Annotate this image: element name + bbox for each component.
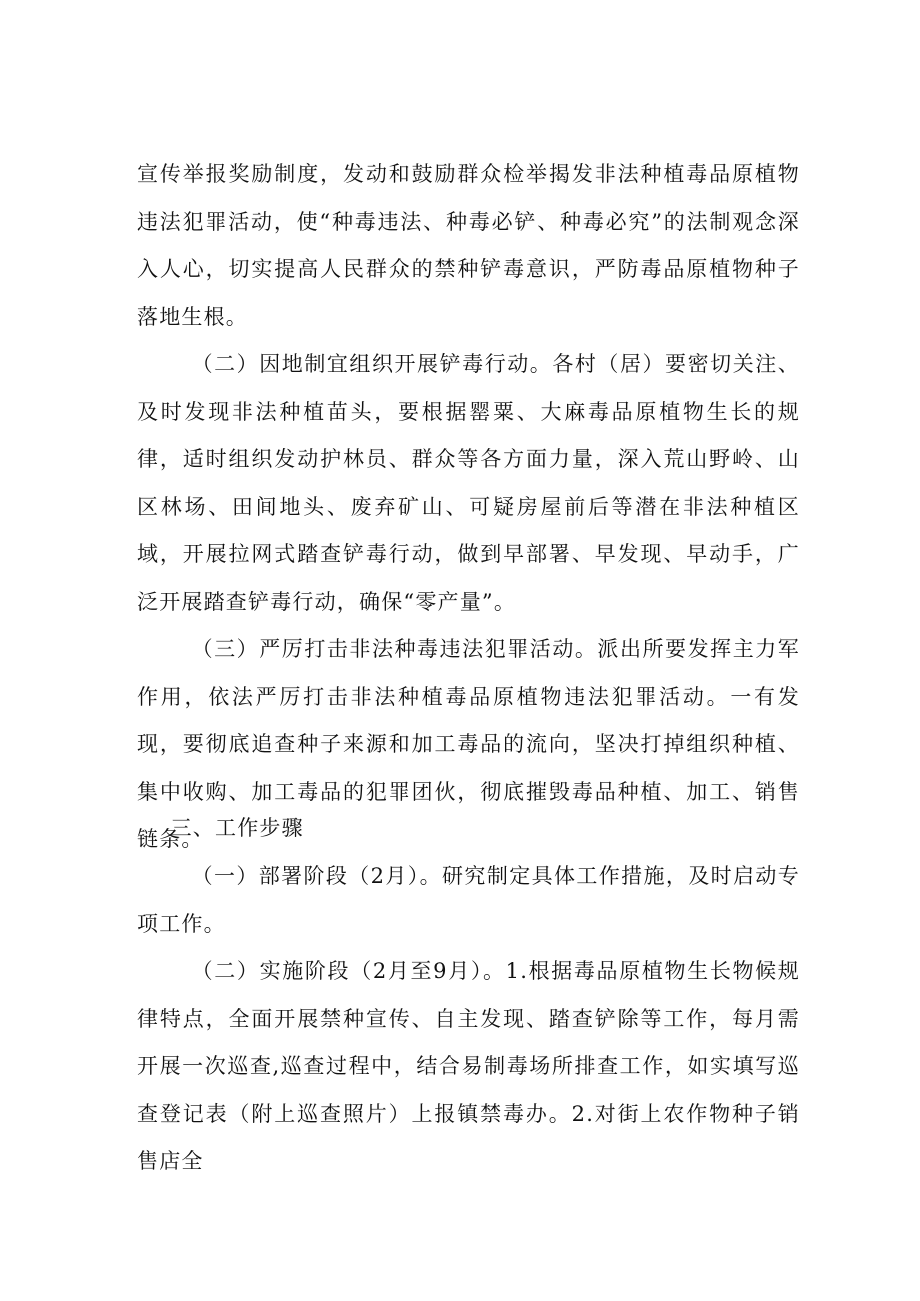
paragraph-eradication-action: （二）因地制宜组织开展铲毒行动。各村（居）要密切关注、及时发现非法种植苗头，要根据罂粟、大麻毒品原植物生长的规律，适时组织发动护林员、群众等各方面力量，深入荒山野岭、山区林场、田间地头、废弃矿山、可疑房屋前后等潜在非法种植区域，开展拉网式踏查铲毒行动，做到早部署、早发现、早动手，广泛开展踏查铲毒行动，确保“零产量”。 [137, 352, 800, 614]
paragraph-implementation-stage: （二）实施阶段（2月至9月）。1.根据毒品原植物生长物候规律特点，全面开展禁种宣传、自主发现、踏查铲除等工作，每月需开展一次巡查,巡查过程中，结合易制毒场所排查工作，如实填写巡查登记表（附上巡查照片）上报镇禁毒办。2.对街上农作物种子销售店全 [137, 959, 800, 1173]
paragraph-deployment-stage: （一）部署阶段（2月）。研究制定具体工作措施，及时启动专项工作。 [137, 864, 800, 936]
paragraph-crackdown: （三）严厉打击非法种毒违法犯罪活动。派出所要发挥主力军作用，依法严厉打击非法种植毒品原植物违法犯罪活动。一有发现，要彻底追查种子来源和加工毒品的流向，坚决打掉组织种植、集中收购、加工毒品的犯罪团伙，彻底摧毁毒品种植、加工、销售链条。 [137, 637, 800, 851]
paragraph-continuation: 宣传举报奖励制度，发动和鼓励群众检举揭发非法种植毒品原植物违法犯罪活动，使“种毒违法、种毒必铲、种毒必究”的法制观念深入人心，切实提高人民群众的禁种铲毒意识，严防毒品原植物种子落地生根。 [137, 162, 800, 329]
section-heading-work-steps: 三、工作步骤 [170, 816, 304, 840]
